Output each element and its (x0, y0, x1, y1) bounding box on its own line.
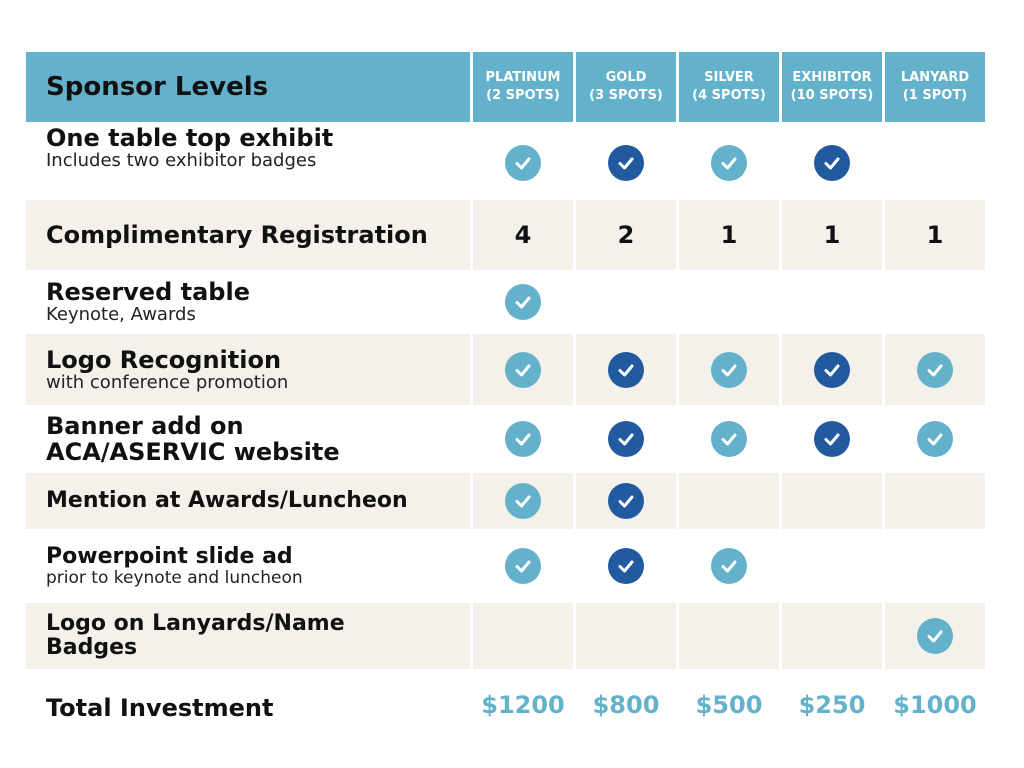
table-cell (782, 405, 882, 473)
row-title: One table top exhibit (46, 124, 334, 152)
table-cell (679, 603, 779, 669)
tier-platinum-header (473, 52, 573, 122)
table-title: Sponsor Levels (26, 52, 470, 122)
row-label-banner-ad (26, 405, 470, 473)
row-label-powerpoint-ad (26, 529, 470, 603)
registration-count: 2 (617, 221, 635, 249)
check-icon (505, 145, 541, 181)
tier-spots: (10 SPOTS) (790, 88, 874, 103)
row-subtitle: Includes two exhibitor badges (46, 150, 317, 171)
check-icon (814, 421, 850, 457)
table-cell (885, 529, 985, 603)
check-icon (814, 145, 850, 181)
row-label-logo-recognition (26, 334, 470, 405)
table-cell (782, 125, 882, 200)
table-cell (679, 669, 779, 741)
table-cell (782, 603, 882, 669)
table-cell (576, 529, 676, 603)
tier-spots: (2 SPOTS) (486, 88, 560, 103)
table-cell (782, 669, 882, 741)
table-cell (679, 270, 779, 334)
row-title: Logo on Lanyards/Name Badges (46, 611, 345, 660)
tier-lanyard-header (885, 52, 985, 122)
table-cell (782, 473, 882, 529)
check-icon (711, 145, 747, 181)
tier-name: GOLD (605, 70, 647, 85)
table-cell (576, 200, 676, 270)
table-cell (473, 200, 573, 270)
row-label-logo-lanyards (26, 603, 470, 669)
check-icon (814, 352, 850, 388)
tier-name: PLATINUM (485, 70, 561, 85)
tier-spots: (1 SPOT) (902, 88, 968, 103)
table-cell (576, 603, 676, 669)
table-cell (473, 669, 573, 741)
table-cell (782, 334, 882, 405)
table-cell (576, 334, 676, 405)
table-cell (473, 603, 573, 669)
check-icon (711, 352, 747, 388)
check-icon (505, 421, 541, 457)
row-label-total-investment (26, 669, 470, 741)
price-exhibitor: $250 (798, 691, 866, 719)
table-cell (473, 529, 573, 603)
row-label-complimentary-registration (26, 200, 470, 270)
table-cell (576, 125, 676, 200)
row-title: Complimentary Registration (46, 221, 428, 249)
registration-count: 1 (720, 221, 738, 249)
table-cell (885, 334, 985, 405)
check-icon (608, 352, 644, 388)
table-cell (473, 405, 573, 473)
table-cell (885, 603, 985, 669)
row-label-table-top-exhibit (26, 125, 470, 200)
table-cell (473, 334, 573, 405)
table-cell (782, 270, 882, 334)
table-cell (885, 200, 985, 270)
registration-count: 1 (926, 221, 944, 249)
row-title: Logo Recognition (46, 345, 282, 374)
check-icon (608, 145, 644, 181)
check-icon (917, 618, 953, 654)
tier-spots: (4 SPOTS) (692, 88, 766, 103)
table-cell (576, 405, 676, 473)
check-icon (711, 421, 747, 457)
row-title: Powerpoint slide ad (46, 544, 293, 569)
tier-name: LANYARD (900, 70, 970, 85)
table-cell (679, 200, 779, 270)
check-icon (505, 483, 541, 519)
table-cell (885, 270, 985, 334)
check-icon (608, 483, 644, 519)
table-cell (679, 405, 779, 473)
row-title: Reserved table (46, 278, 250, 306)
row-subtitle: prior to keynote and luncheon (46, 568, 303, 588)
table-cell (473, 270, 573, 334)
tier-name: EXHIBITOR (792, 70, 872, 85)
price-platinum: $1200 (481, 691, 565, 719)
table-cell (679, 473, 779, 529)
check-icon (917, 421, 953, 457)
check-icon (711, 548, 747, 584)
check-icon (917, 352, 953, 388)
table-cell (576, 473, 676, 529)
table-cell (885, 125, 985, 200)
table-cell (885, 473, 985, 529)
check-icon (505, 284, 541, 320)
row-title: Banner add on ACA/ASERVIC website (46, 412, 340, 466)
tier-exhibitor-header (782, 52, 882, 122)
row-label-mention-awards (26, 473, 470, 529)
table-cell (679, 529, 779, 603)
price-lanyard: $1000 (893, 691, 977, 719)
table-cell (782, 200, 882, 270)
table-cell (679, 125, 779, 200)
total-label: Total Investment (46, 694, 274, 722)
row-title: Mention at Awards/Luncheon (46, 488, 408, 513)
table-cell (782, 529, 882, 603)
table-cell (576, 669, 676, 741)
check-icon (505, 548, 541, 584)
table-cell (885, 669, 985, 741)
check-icon (505, 352, 541, 388)
sponsor-table (26, 52, 998, 741)
row-subtitle: with conference promotion (46, 371, 289, 393)
row-subtitle: Keynote, Awards (46, 304, 196, 325)
table-cell (885, 405, 985, 473)
tier-silver-header (679, 52, 779, 122)
row-label-reserved-table (26, 270, 470, 334)
tier-name: SILVER (704, 70, 754, 85)
check-icon (608, 548, 644, 584)
table-cell (473, 473, 573, 529)
table-cell (679, 334, 779, 405)
registration-count: 4 (514, 221, 532, 249)
table-cell (473, 125, 573, 200)
tier-gold-header (576, 52, 676, 122)
check-icon (608, 421, 644, 457)
registration-count: 1 (823, 221, 841, 249)
tier-spots: (3 SPOTS) (589, 88, 663, 103)
table-cell (576, 270, 676, 334)
price-gold: $800 (592, 691, 660, 719)
price-silver: $500 (695, 691, 763, 719)
